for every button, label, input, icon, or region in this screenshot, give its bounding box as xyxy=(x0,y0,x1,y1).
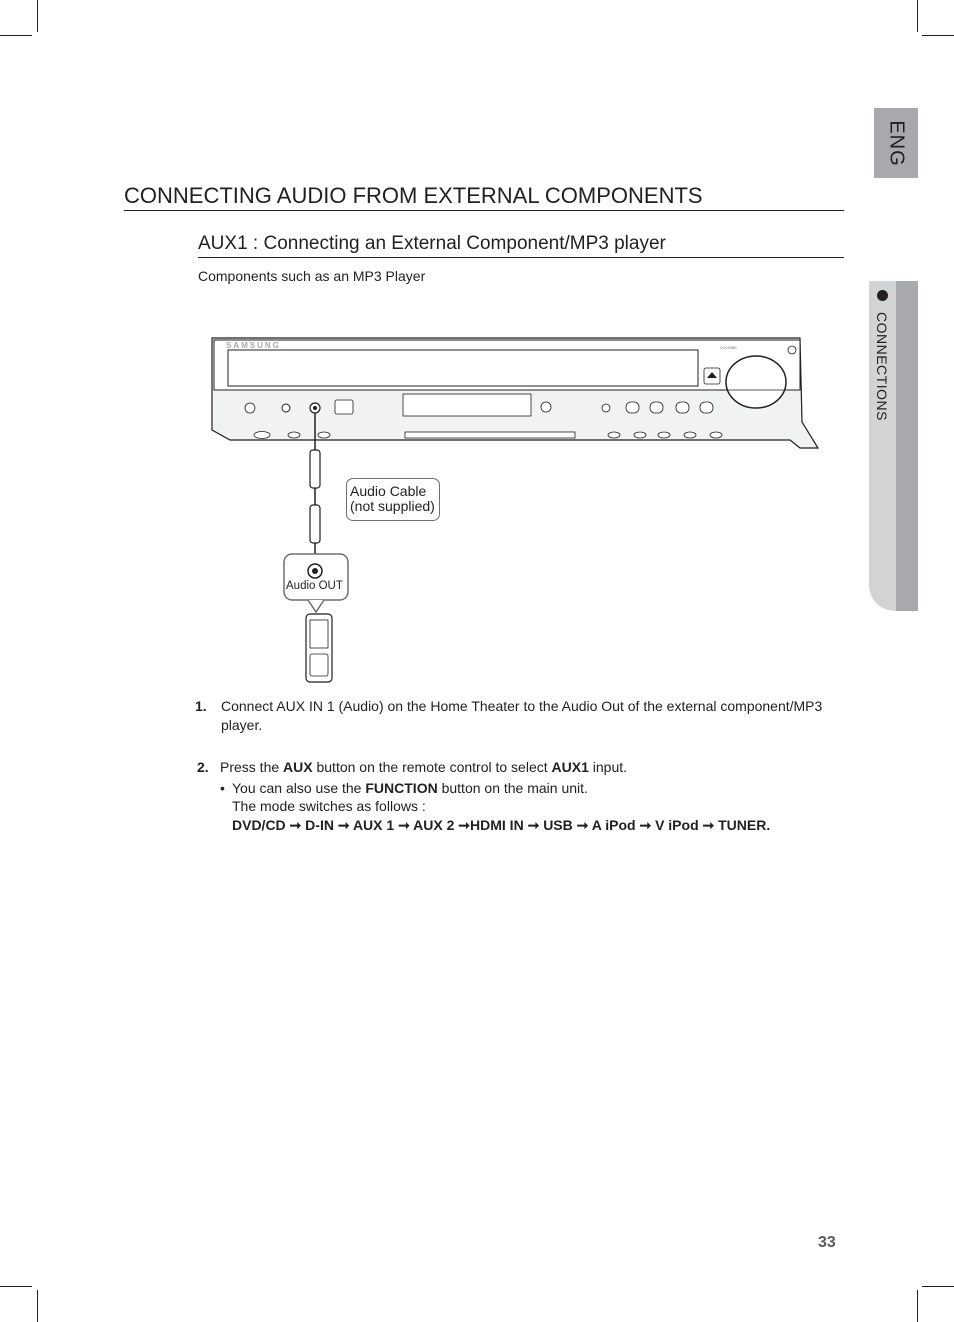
page-title: CONNECTING AUDIO FROM EXTERNAL COMPONENTS xyxy=(124,183,844,211)
page-number: 33 xyxy=(818,1234,836,1251)
display-window xyxy=(403,394,531,416)
crop-mark xyxy=(0,1286,32,1287)
audio-out-label: Audio OUT xyxy=(286,580,343,592)
audio-cable-callout xyxy=(346,478,440,521)
stop-button xyxy=(650,402,663,413)
aux-button-name: AUX xyxy=(283,759,313,775)
home-theater-unit xyxy=(212,338,818,448)
step2-mid: button on the remote control to select xyxy=(312,759,552,775)
bullet-dot: • xyxy=(220,780,225,796)
bullet-post: button on the main unit. xyxy=(437,780,588,796)
language-tab-label: ENG xyxy=(885,119,908,167)
step1-text: Connect AUX IN 1 (Audio) on the Home Theater to the Audio Out of the external component/MP3 player. xyxy=(221,698,823,733)
section-subtitle: AUX1 : Connecting an External Component/MP3 player xyxy=(198,232,844,258)
language-tab-label-wrap xyxy=(874,108,918,178)
crop-mark xyxy=(37,0,38,32)
usb-port xyxy=(335,400,353,414)
bullet-pre: You can also use the xyxy=(232,780,366,796)
section-label: CONNECTIONS xyxy=(874,312,890,421)
step2-number: 2. xyxy=(197,759,209,775)
prev-button xyxy=(626,402,639,413)
cable-label-line2: (not supplied) xyxy=(350,498,435,514)
aux1-input-name: AUX1 xyxy=(551,759,589,775)
cable-label-line1: Audio Cable xyxy=(350,483,427,499)
mode-intro: The mode switches as follows : xyxy=(232,798,426,814)
step2-pre: Press the xyxy=(220,759,284,775)
volume-label: VOLUME xyxy=(720,345,737,350)
step2-post: input. xyxy=(588,759,628,775)
crop-mark xyxy=(922,35,954,36)
volume-knob xyxy=(726,356,786,408)
step2-text xyxy=(220,758,840,777)
crop-mark xyxy=(922,1286,954,1287)
crop-mark xyxy=(917,0,918,32)
crop-mark xyxy=(37,1290,38,1322)
mp3-player xyxy=(306,614,332,682)
bullet-dot-icon xyxy=(877,290,888,301)
brand-logo: SAMSUNG xyxy=(226,341,281,350)
connection-illustration xyxy=(200,330,820,690)
play-pause-button xyxy=(676,402,689,413)
next-button xyxy=(700,402,713,413)
power-icon xyxy=(245,403,255,413)
section-tab-strip xyxy=(896,281,918,611)
function-button-name: FUNCTION xyxy=(365,780,438,796)
crop-mark xyxy=(917,1290,918,1322)
mode-sequence: DVD/CD ➞ D-IN ➞ AUX 1 ➞ AUX 2 ➞HDMI IN ➞ USB ➞ A iPod ➞ V iPod ➞ TUNER. xyxy=(232,817,771,833)
bullet-text xyxy=(232,779,832,798)
illustration-caption: Components such as an MP3 Player xyxy=(198,268,426,284)
step1-number: 1. xyxy=(195,698,207,714)
crop-mark xyxy=(0,35,32,36)
